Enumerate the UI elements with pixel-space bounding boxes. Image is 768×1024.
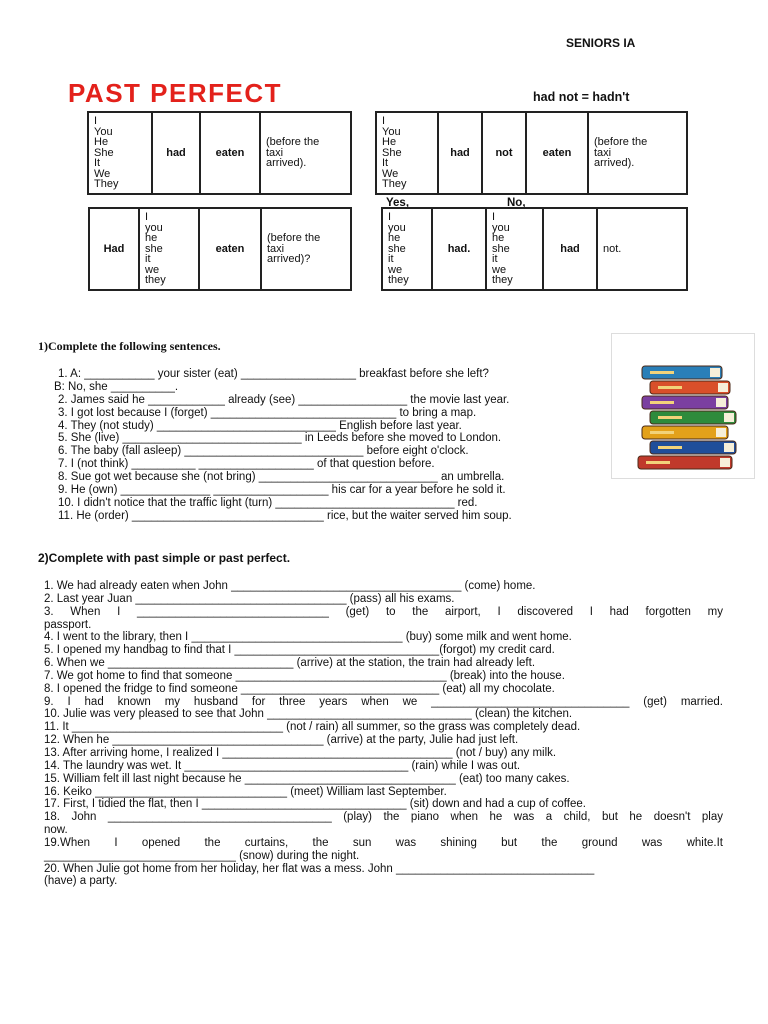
exercise-1-title: 1)Complete the following sentences. [38,339,221,353]
list-item: 6. When we _____________________________ (arrive) at the station, the train had already left. [44,657,536,670]
book [642,426,728,439]
list-item: 13. After arriving home, I realized I ____________________________________ (not / buy) any milk. [44,746,557,759]
pronoun-list: I You He She It We They [88,112,152,194]
level-label: SENIORS IA [566,36,636,50]
list-item: 14. The laundry was wet. It ___________________________________ (rain) while I was out. [44,759,521,772]
book [650,381,730,394]
list-item: 2. Last year Juan _________________________________ (pass) all his exams. [44,592,455,605]
list-item: 7. I (not think) __________ __________________ of that question before. [58,458,435,471]
aux-cell: had [152,112,200,194]
pronoun-list: I You He She It We They [376,112,438,194]
verb-cell: eaten [199,208,261,290]
list-item: now. [44,824,68,837]
list-item: ______________________________ (snow) during the night. [44,849,360,862]
list-item: 5. I opened my handbag to find that I ________________________________(forgot) my credit card. [44,644,555,657]
list-item: 8. Sue got wet because she (not bring) ____________________________ an umbrella. [58,471,505,484]
affirmative-table [87,111,352,195]
question-table [88,207,352,291]
list-item: 11. It _________________________________ (not / rain) all summer, so the grass was completely dead. [44,721,581,734]
list-item: 19.When I opened the curtains, the sun was shining but the ground was white.It [44,836,723,849]
list-item: 8. I opened the fridge to find someone _______________________________ (eat) all my chocolate. [44,682,555,695]
list-item: 18. John ___________________________________ (play) the piano when he was a child, but he doesn't play [44,811,723,824]
list-item: 1. We had already eaten when John ____________________________________ (come) home. [44,580,536,592]
list-item: 7. We got home to find that someone _________________________________ (break) into the house. [44,669,565,682]
pronoun-list: I you he she it we they [139,208,199,290]
list-item: 3. When I ______________________________ (get) to the airport, I discovered I had forgotten my [44,605,723,618]
book [642,366,722,379]
books-stack-image [611,333,755,479]
aux-cell: Had [89,208,139,290]
verb-cell: eaten [526,112,588,194]
short-answer-yes-label: Yes, [386,197,410,209]
exercise-1-list [54,368,618,523]
book [650,441,736,454]
negation-cell: not [482,112,526,194]
list-item: 10. I didn't notice that the traffic light (turn) ____________________________ red. [58,496,478,509]
book [642,396,728,409]
list-item: 17. First, I tidied the flat, then I ________________________________ (sit) down and had a cup of coffee. [44,798,586,811]
exercise-2-list [44,580,723,888]
negation-cell: not. [597,208,687,290]
time-clause: (before the taxi arrived). [260,112,351,194]
short-answers-table [381,207,688,291]
list-item: 9. I had known my husband for three years when we _______________________________ (get) married. [44,695,723,708]
list-item: B: No, she __________. [54,380,179,393]
list-item: 10. Julie was very pleased to see that John ________________________________ (clean) the kitchen. [44,708,573,721]
pronoun-list: I you he she it we they [382,208,432,290]
list-item: 5. She (live) ____________________________ in Leeds before she moved to London. [58,432,502,445]
time-clause: (before the taxi arrived). [588,112,687,194]
page-title: PAST PERFECT [68,78,282,108]
list-item: 6. The baby (fall asleep) ____________________________ before eight o'clock. [58,445,469,458]
list-item: 1. A: ___________ your sister (eat) __________________ breakfast before she left? [58,368,489,380]
list-item: 2. James said he ____________ already (see) _________________ the movie last year. [58,393,510,406]
aux-cell: had [438,112,482,194]
pronoun-list: I you he she it we they [486,208,543,290]
contraction-note: had not = hadn't [533,90,630,104]
list-item: 16. Keiko ______________________________ (meet) William last September. [44,785,447,798]
list-item: 12. When he _________________________________ (arrive) at the party, Julie had just left. [44,734,519,747]
time-clause: (before the taxi arrived)? [261,208,351,290]
list-item: (have) a party. [44,875,118,888]
list-item: 15. William felt ill last night because he _________________________________ (eat) too many cakes. [44,772,570,785]
aux-cell-no: had [543,208,597,290]
negative-table [375,111,688,195]
list-item: 20. When Julie got home from her holiday, her flat was a mess. John _______________________________ [44,862,595,875]
verb-cell: eaten [200,112,260,194]
list-item: passport. [44,618,92,631]
list-item: 4. I went to the library, then I _________________________________ (buy) some milk and went home. [44,631,572,644]
short-answer-no-label: No, [507,197,526,209]
list-item: 3. I got lost because I (forget) _____________________________ to bring a map. [58,406,477,419]
aux-cell-yes: had. [432,208,486,290]
stack-of-books-icon [612,334,754,478]
book [650,411,736,424]
list-item: 4. They (not study) ____________________________ English before last year. [58,419,462,432]
book [638,456,732,469]
list-item: 11. He (order) ______________________________ rice, but the waiter served him soup. [58,509,512,522]
exercise-2-title: 2)Complete with past simple or past perfect. [38,551,291,565]
list-item: 9. He (own) ______________ __________________ his car for a year before he sold it. [58,484,506,497]
